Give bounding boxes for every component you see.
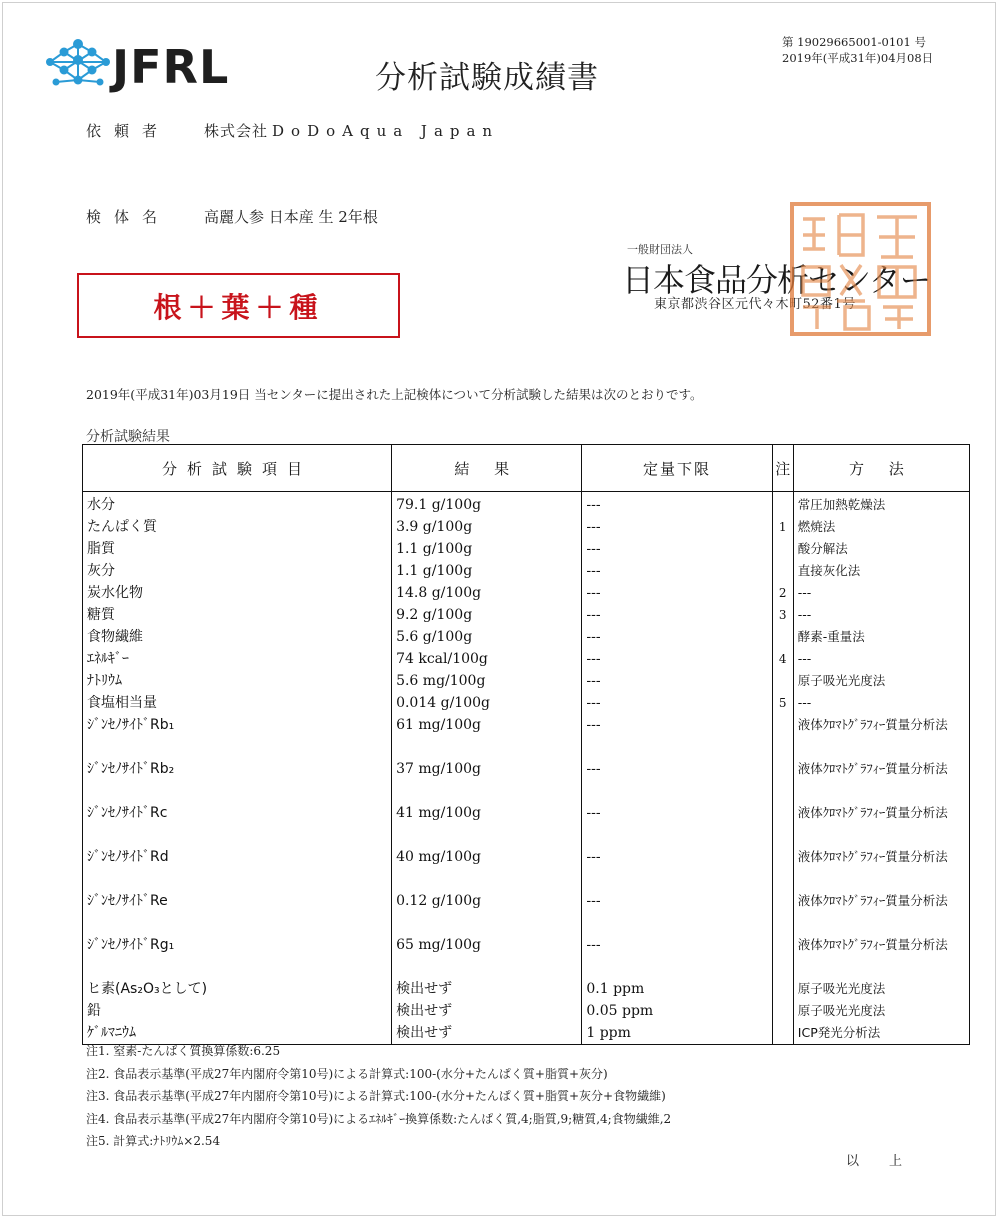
table-row [83, 516, 970, 538]
cell-note [772, 626, 793, 648]
note-line: 注1. 窒素-たんぱく質換算係数:6.25 [86, 1044, 281, 1058]
table-row [83, 492, 970, 517]
table-row [83, 758, 970, 802]
cell-note [772, 978, 793, 1000]
requester-value-en: DoDoAqua Japan [272, 122, 500, 140]
cell-method: --- [793, 604, 969, 626]
cell-result: 79.1 g/100g [392, 492, 582, 517]
table-row [83, 846, 970, 890]
cell-note [772, 890, 793, 934]
cell-result: 5.6 g/100g [392, 626, 582, 648]
cell-item: ｼﾞﾝｾﾉｻｲﾄﾞRg₁ [83, 934, 392, 978]
cell-result: 0.014 g/100g [392, 692, 582, 714]
cell-item: ﾅﾄﾘｳﾑ [83, 670, 392, 692]
cell-note: 4 [772, 648, 793, 670]
sample-label: 検体名 [86, 208, 171, 226]
cell-note: 3 [772, 604, 793, 626]
cell-result: 0.12 g/100g [392, 890, 582, 934]
table-row [83, 670, 970, 692]
document-number-block [782, 34, 933, 66]
cell-method: 液体ｸﾛﾏﾄｸﾞﾗﾌｨｰ質量分析法 [793, 714, 969, 758]
cell-note [772, 802, 793, 846]
cell-result: 検出せず [392, 978, 582, 1000]
cell-result: 1.1 g/100g [392, 538, 582, 560]
cell-limit: --- [582, 758, 772, 802]
sample-field [86, 206, 378, 227]
note-line: 注3. 食品表示基準(平成27年内閣府令第10号)による計算式:100-(水分+たんぱく質+脂質+灰分+食物繊維) [86, 1089, 666, 1103]
cell-method: 原子吸光光度法 [793, 978, 969, 1000]
table-row [83, 604, 970, 626]
cell-note [772, 934, 793, 978]
org-address: 東京都渋谷区元代々木町52番1号 [654, 297, 856, 312]
cell-limit: 0.1 ppm [582, 978, 772, 1000]
cell-item: 食物繊維 [83, 626, 392, 648]
table-row [83, 538, 970, 560]
cell-item: 水分 [83, 492, 392, 517]
cell-result: 65 mg/100g [392, 934, 582, 978]
table-row [83, 626, 970, 648]
cell-method: 液体ｸﾛﾏﾄｸﾞﾗﾌｨｰ質量分析法 [793, 846, 969, 890]
cell-limit: --- [582, 890, 772, 934]
notes-block [86, 1040, 671, 1153]
cell-limit: --- [582, 846, 772, 890]
cell-limit: --- [582, 802, 772, 846]
cell-method: 液体ｸﾛﾏﾄｸﾞﾗﾌｨｰ質量分析法 [793, 890, 969, 934]
requester-label: 依頼者 [86, 122, 171, 140]
cell-result: 74 kcal/100g [392, 648, 582, 670]
cell-method: --- [793, 582, 969, 604]
cell-result: 検出せず [392, 1000, 582, 1022]
cell-note: 2 [772, 582, 793, 604]
table-row [83, 692, 970, 714]
intro-text: 2019年(平成31年)03月19日 当センターに提出された上記検体について分析試験した結果は次のとおりです。 [86, 387, 703, 402]
cell-note [772, 1000, 793, 1022]
doc-number: 第 19029665001-0101 号 [782, 35, 926, 49]
cell-item: 脂質 [83, 538, 392, 560]
cell-method: 常圧加熱乾燥法 [793, 492, 969, 517]
header-item: 分析試験項目 [83, 445, 392, 492]
cell-method: 原子吸光光度法 [793, 670, 969, 692]
cell-item: 食塩相当量 [83, 692, 392, 714]
table-row [83, 714, 970, 758]
cell-limit: 1 ppm [582, 1022, 772, 1045]
cell-note [772, 714, 793, 758]
cell-method: 燃焼法 [793, 516, 969, 538]
table-row [83, 934, 970, 978]
logo-text: JFRL [112, 40, 230, 94]
cell-result: 5.6 mg/100g [392, 670, 582, 692]
table-row [83, 560, 970, 582]
closing-text: 以上 [846, 1154, 933, 1169]
cell-result: 41 mg/100g [392, 802, 582, 846]
cell-result: 37 mg/100g [392, 758, 582, 802]
org-prefix: 一般財団法人 [627, 243, 693, 256]
cell-item: 糖質 [83, 604, 392, 626]
cell-note: 1 [772, 516, 793, 538]
cell-item: ｼﾞﾝｾﾉｻｲﾄﾞRd [83, 846, 392, 890]
cell-limit: 0.05 ppm [582, 1000, 772, 1022]
table-row [83, 978, 970, 1000]
cell-limit: --- [582, 714, 772, 758]
cell-note [772, 846, 793, 890]
cell-limit: --- [582, 516, 772, 538]
cell-method: --- [793, 692, 969, 714]
cell-item: ｼﾞﾝｾﾉｻｲﾄﾞRc [83, 802, 392, 846]
cell-item: ｼﾞﾝｾﾉｻｲﾄﾞRb₁ [83, 714, 392, 758]
cell-method: 直接灰化法 [793, 560, 969, 582]
header-note: 注 [772, 445, 793, 492]
cell-result: 40 mg/100g [392, 846, 582, 890]
table-row [83, 582, 970, 604]
cell-item: ｼﾞﾝｾﾉｻｲﾄﾞRb₂ [83, 758, 392, 802]
cell-result: 検出せず [392, 1022, 582, 1045]
cell-method: ICP発光分析法 [793, 1022, 969, 1045]
cell-item: ｴﾈﾙｷﾞｰ [83, 648, 392, 670]
note-line: 注5. 計算式:ﾅﾄﾘｳﾑ×2.54 [86, 1134, 221, 1148]
highlight-box: 根＋葉＋種 [77, 273, 400, 338]
cell-limit: --- [582, 582, 772, 604]
cell-item: 灰分 [83, 560, 392, 582]
cell-item: ヒ素(As₂O₃として) [83, 978, 392, 1000]
cell-result: 61 mg/100g [392, 714, 582, 758]
table-row [83, 802, 970, 846]
results-table [82, 444, 970, 1045]
jfrl-logo-icon [42, 38, 114, 96]
table-row [83, 648, 970, 670]
cell-result: 1.1 g/100g [392, 560, 582, 582]
table-header-row [83, 445, 970, 492]
table-row [83, 890, 970, 934]
cell-method: --- [793, 648, 969, 670]
cell-limit: --- [582, 934, 772, 978]
cell-limit: --- [582, 648, 772, 670]
cell-note [772, 670, 793, 692]
cell-note [772, 492, 793, 517]
sample-value: 高麗人参 日本産 生 2年根 [204, 208, 378, 226]
cell-method: 原子吸光光度法 [793, 1000, 969, 1022]
cell-note [772, 560, 793, 582]
cell-limit: --- [582, 670, 772, 692]
cell-item: ｹﾞﾙﾏﾆｳﾑ [83, 1022, 392, 1045]
cell-note [772, 1022, 793, 1045]
cell-item: ｼﾞﾝｾﾉｻｲﾄﾞRe [83, 890, 392, 934]
header-limit: 定量下限 [582, 445, 772, 492]
cell-method: 酸分解法 [793, 538, 969, 560]
requester-field [86, 120, 499, 141]
results-title: 分析試験結果 [86, 429, 170, 445]
cell-note [772, 758, 793, 802]
note-line: 注4. 食品表示基準(平成27年内閣府令第10号)によるｴﾈﾙｷﾞｰ換算係数:たんぱく質,4;脂質,9;糖質,4;食物繊維,2 [86, 1111, 672, 1126]
cell-method: 酵素-重量法 [793, 626, 969, 648]
cell-method: 液体ｸﾛﾏﾄｸﾞﾗﾌｨｰ質量分析法 [793, 934, 969, 978]
cell-result: 3.9 g/100g [392, 516, 582, 538]
cell-result: 14.8 g/100g [392, 582, 582, 604]
note-line: 注2. 食品表示基準(平成27年内閣府令第10号)による計算式:100-(水分+たんぱく質+脂質+灰分) [86, 1066, 608, 1081]
cell-limit: --- [582, 492, 772, 517]
cell-item: 炭水化物 [83, 582, 392, 604]
org-name: 日本食品分析センター [622, 261, 931, 299]
doc-date: 2019年(平成31年)04月08日 [782, 51, 934, 65]
cell-limit: --- [582, 626, 772, 648]
document-title: 分析試験成績書 [375, 60, 599, 96]
cell-note: 5 [772, 692, 793, 714]
cell-limit: --- [582, 560, 772, 582]
cell-note [772, 538, 793, 560]
cell-limit: --- [582, 604, 772, 626]
header-result: 結 果 [392, 445, 582, 492]
cell-item: たんぱく質 [83, 516, 392, 538]
cell-method: 液体ｸﾛﾏﾄｸﾞﾗﾌｨｰ質量分析法 [793, 758, 969, 802]
official-seal-icon [789, 201, 932, 337]
cell-limit: --- [582, 538, 772, 560]
table-row [83, 1000, 970, 1022]
header-method: 方 法 [793, 445, 969, 492]
cell-result: 9.2 g/100g [392, 604, 582, 626]
cell-item: 鉛 [83, 1000, 392, 1022]
requester-value: 株式会社 [204, 122, 269, 140]
cell-method: 液体ｸﾛﾏﾄｸﾞﾗﾌｨｰ質量分析法 [793, 802, 969, 846]
cell-limit: --- [582, 692, 772, 714]
